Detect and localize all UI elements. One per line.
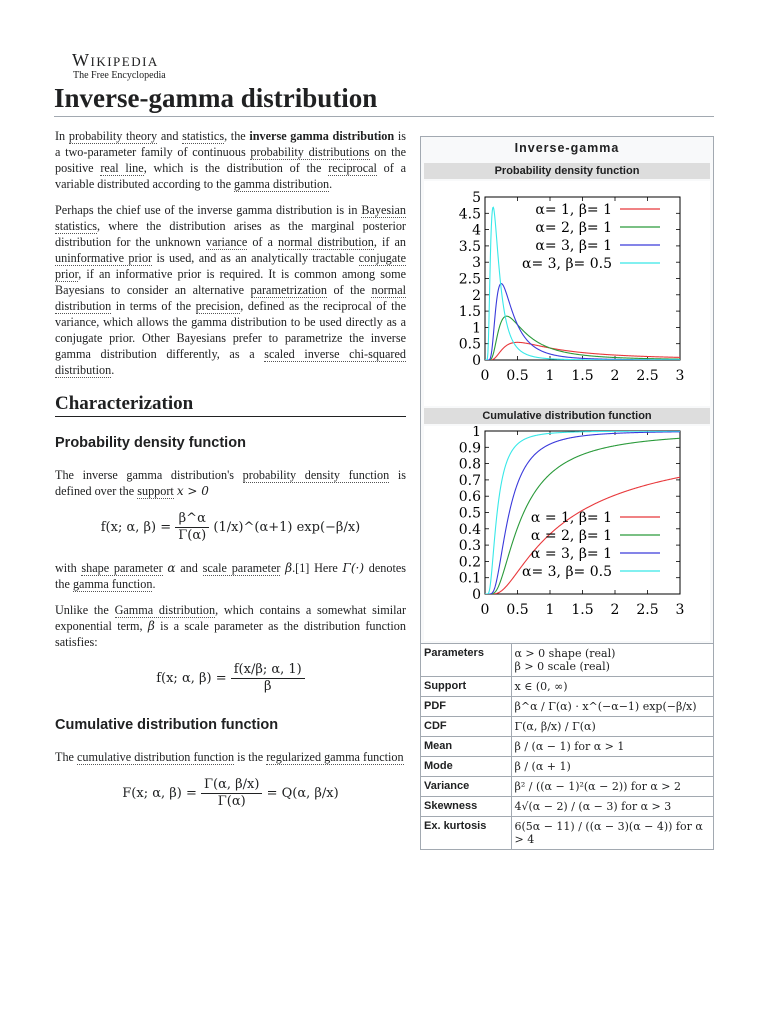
text-run: on the positive: [55, 145, 406, 175]
text-run: in terms of the: [111, 299, 196, 313]
infobox-row-skewness: [421, 797, 713, 817]
pdf-formula-fraction: $\frac{\beta\^{}\alpha}{\Gamma(\alpha)}$: [175, 511, 209, 544]
pdf-chart: [424, 181, 710, 403]
text-run: The inverse gamma distribution's: [55, 468, 243, 482]
x-tick-label: 0.5: [506, 368, 529, 384]
subsection-heading-cdf: Cumulative distribution function: [55, 717, 279, 733]
y-tick-label: 3.5: [458, 238, 481, 255]
infobox-label: PDF: [421, 697, 511, 717]
legend-label: α = 2, β= 1: [530, 528, 612, 544]
infobox-value: [511, 717, 713, 737]
wiki-link[interactable]: shape parameter: [81, 561, 163, 575]
infobox-value-line: α > 0 shape (real): [514, 647, 616, 660]
text-run: In: [55, 129, 69, 143]
article-body: [55, 128, 406, 826]
y-tick-label: 4: [472, 222, 481, 239]
y-tick-label: 1: [472, 320, 481, 337]
y-tick-label: 0.9: [458, 440, 481, 457]
y-tick-label: 0.5: [458, 336, 481, 353]
infobox-label: Parameters: [421, 644, 511, 677]
x-tick-label: 1.5: [571, 368, 594, 384]
infobox-label: Mean: [421, 737, 511, 757]
scale-formula: f(x; α, β) = $\frac{f(x/\beta; \alpha, 1)}{\beta}$: [55, 662, 406, 695]
infobox: [420, 136, 714, 850]
cdf-formula: F(x; α, β) = $\frac{\Gamma(\alpha, \beta/x)}{\Gamma(\alpha)}$ = Q(α, β/x): [122, 777, 339, 809]
legend-label: α= 2, β= 1: [535, 220, 612, 236]
infobox-value-line: β / (α − 1) for α > 1: [514, 740, 625, 753]
x-tick-label: 2.5: [636, 368, 659, 384]
x-tick-label: 1: [545, 602, 555, 618]
text-run: is a scale parameter as the distribution function satisfies:: [55, 619, 406, 649]
logo-tagline: The Free Encyclopedia: [73, 70, 166, 81]
cdf-chart: [424, 426, 710, 638]
math-inline: Γ(·): [342, 561, 365, 575]
wiki-link[interactable]: normal distribution: [278, 235, 374, 249]
text-run: The: [55, 750, 77, 764]
infobox-value: [511, 677, 713, 697]
legend-label: α= 3, β= 0.5: [522, 256, 612, 272]
text-run: .: [152, 577, 156, 591]
wiki-link[interactable]: parametrization: [250, 283, 327, 297]
pdf-paragraph-1: [55, 467, 406, 499]
legend-label: α= 1, β= 1: [535, 202, 612, 218]
text-run: of a variable distributed according to the: [55, 161, 407, 191]
section-heading-characterization: Characterization: [55, 396, 406, 417]
y-tick-label: 0.6: [458, 489, 481, 506]
wiki-link[interactable]: Bayesian statistics: [55, 203, 406, 233]
infobox-value-line: β² / ((α − 1)²(α − 2)) for α > 2: [514, 780, 681, 793]
x-tick-label: 1.5: [571, 602, 594, 618]
wiki-link[interactable]: probability distributions: [250, 145, 370, 159]
wiki-link[interactable]: Gamma distribution: [114, 603, 216, 617]
subsection-heading-pdf: Probability density function: [55, 435, 246, 451]
y-tick-label: 1: [472, 426, 481, 440]
infobox-row-mean: [421, 737, 713, 757]
infobox-value-line: 6(5α − 11) / ((α − 3)(α − 4)) for α > 4: [514, 820, 703, 846]
text-run: .: [329, 177, 333, 191]
infobox-value: [511, 644, 713, 677]
x-tick-label: 2: [610, 368, 620, 384]
text-run: is used, and as an analytically tractable: [152, 251, 359, 265]
infobox-title: Inverse-gamma: [514, 141, 620, 155]
pdf-formula: [55, 511, 406, 544]
legend-label: α = 3, β= 1: [530, 546, 612, 562]
infobox-row-support: [421, 677, 713, 697]
x-tick-label: 2.5: [636, 602, 659, 618]
wiki-link[interactable]: support: [137, 484, 174, 498]
x-tick-label: 0.5: [506, 602, 529, 618]
text-run: .[1] Here: [292, 561, 343, 575]
text-run: Perhaps the chief use of the inverse gamma distribution is in: [55, 203, 362, 217]
pdf-paragraph-3: [55, 602, 406, 650]
text-run: denotes the: [55, 561, 407, 591]
y-tick-label: 2: [472, 287, 481, 304]
infobox-row-ex-kurtosis: [421, 817, 713, 850]
math-inline: x > 0: [176, 484, 209, 498]
wiki-link[interactable]: variance: [205, 235, 248, 249]
infobox-value: [511, 697, 713, 717]
y-tick-label: 0.1: [458, 570, 481, 587]
infobox-value: [511, 777, 713, 797]
text-run: and: [157, 129, 183, 143]
infobox-label: CDF: [421, 717, 511, 737]
bold-term: inverse gamma distribution: [249, 129, 395, 143]
text-run: , the: [224, 129, 250, 143]
infobox-label: Ex. kurtosis: [421, 817, 511, 850]
infobox-label: Skewness: [421, 797, 511, 817]
math-inline: β: [285, 561, 293, 575]
infobox-label: Variance: [421, 777, 511, 797]
x-tick-label: 3: [675, 602, 685, 618]
wiki-link[interactable]: scale parameter: [202, 561, 281, 575]
wiki-link[interactable]: gamma distribution: [234, 177, 330, 191]
infobox-value-line: β / (α + 1): [514, 760, 571, 773]
text-run: is a two-parameter family of continuous: [55, 129, 406, 159]
text-run: is defined over the: [55, 468, 406, 498]
infobox-value: [511, 757, 713, 777]
text-run: with: [55, 561, 82, 575]
pdf-formula-lhs: f(x; α, β) =: [100, 520, 172, 535]
wiki-link[interactable]: statistics: [182, 129, 225, 143]
y-tick-label: 0.4: [458, 521, 481, 538]
cdf-plot-header: Cumulative distribution function: [424, 408, 710, 424]
text-run: , if an informative prior is required. It is common among some Bayesians to consider an alternative: [55, 267, 406, 297]
x-tick-label: 0: [480, 368, 490, 384]
infobox-row-cdf: [421, 717, 713, 737]
y-tick-label: 0.5: [458, 505, 481, 522]
pdf-formula-rhs: (1/x)^(α+1) exp(−β/x): [213, 520, 361, 535]
y-tick-label: 0.7: [458, 472, 481, 489]
y-tick-label: 3: [472, 255, 481, 272]
infobox-row-mode: [421, 757, 713, 777]
intro-paragraph-1: [55, 128, 406, 192]
x-tick-label: 2: [610, 602, 620, 618]
text-run: of a: [247, 235, 279, 249]
infobox-value: [511, 737, 713, 757]
cdf-paragraph-1: [55, 749, 406, 765]
text-run: is the: [234, 750, 267, 764]
wiki-link[interactable]: probability density function: [242, 468, 390, 482]
wiki-link[interactable]: reciprocal: [328, 161, 377, 175]
y-tick-label: 0: [472, 353, 481, 369]
infobox-row-parameters: [421, 644, 713, 677]
legend-label: α= 3, β= 1: [535, 238, 612, 254]
wiki-link[interactable]: cumulative distribution function: [77, 750, 235, 764]
math-inline: β: [147, 619, 155, 633]
text-run: .: [111, 363, 115, 377]
wiki-link[interactable]: uninformative prior: [55, 251, 153, 265]
infobox-value-line: Γ(α, β/x) / Γ(α): [514, 720, 596, 733]
x-tick-label: 1: [545, 368, 555, 384]
x-tick-label: 3: [675, 368, 685, 384]
wiki-link[interactable]: gamma function: [72, 577, 153, 591]
infobox-value: [511, 817, 713, 850]
text-run: , which is the distribution of the: [143, 161, 329, 175]
y-tick-label: 1.5: [458, 304, 481, 321]
legend-label: α = 1, β= 1: [530, 510, 612, 526]
infobox-row-variance: [421, 777, 713, 797]
wiki-link[interactable]: precision: [195, 299, 241, 313]
pdf-plot-header: Probability density function: [424, 163, 710, 179]
infobox-row-pdf: [421, 697, 713, 717]
y-tick-label: 0.3: [458, 538, 481, 555]
infobox-value: [511, 797, 713, 817]
infobox-label: Support: [421, 677, 511, 697]
math-inline: α: [167, 561, 176, 575]
wikipedia-logo[interactable]: [72, 50, 192, 82]
y-tick-label: 5: [472, 190, 481, 206]
infobox-value-line: x ∈ (0, ∞): [514, 680, 568, 693]
infobox-value-line: 4√(α − 2) / (α − 3) for α > 3: [514, 800, 672, 813]
infobox-table: [421, 643, 713, 849]
infobox-value-line: β > 0 scale (real): [514, 660, 610, 673]
y-tick-label: 0.8: [458, 456, 481, 473]
text-run: of the: [326, 283, 372, 297]
x-tick-label: 0: [480, 602, 490, 618]
text-run: , which contains a somewhat similar exponential term,: [55, 603, 407, 633]
y-tick-label: 2.5: [458, 271, 481, 288]
legend-label: α= 3, β= 0.5: [522, 564, 612, 580]
y-tick-label: 0.2: [458, 554, 481, 571]
wiki-link[interactable]: regularized gamma function: [266, 750, 404, 764]
page-title: Inverse-gamma distribution: [54, 82, 714, 117]
logo-wordmark: Wikipedia: [72, 50, 159, 70]
text-run: , where the distribution arises as the marginal posterior distribution for the unknown: [55, 219, 406, 249]
cdf-plot-container[interactable]: [424, 426, 710, 641]
text-run: , defined as the reciprocal of the variance, which allows the gamma distribution to be used directly as a conjugate prior. Other Bayesians prefer to parametrize the inverse gamma distribution differently, as a: [55, 299, 406, 361]
text-run: , if an: [373, 235, 407, 249]
pdf-plot-container[interactable]: [424, 181, 710, 406]
pdf-paragraph-2: [55, 560, 406, 592]
y-tick-label: 4.5: [458, 206, 481, 223]
text-run: Unlike the: [55, 603, 115, 617]
wiki-link[interactable]: normal distribution: [55, 283, 406, 313]
infobox-value-line: β^α / Γ(α) · x^(−α−1) exp(−β/x): [514, 700, 697, 713]
wiki-link[interactable]: real line: [100, 161, 144, 175]
wiki-link[interactable]: conjugate prior: [55, 251, 406, 281]
infobox-label: Mode: [421, 757, 511, 777]
y-tick-label: 0: [472, 587, 481, 603]
wiki-link[interactable]: probability theory: [68, 129, 158, 143]
intro-paragraph-2: [55, 202, 406, 378]
wiki-link[interactable]: scaled inverse chi-squared distribution: [55, 347, 406, 377]
text-run: and: [175, 561, 203, 575]
